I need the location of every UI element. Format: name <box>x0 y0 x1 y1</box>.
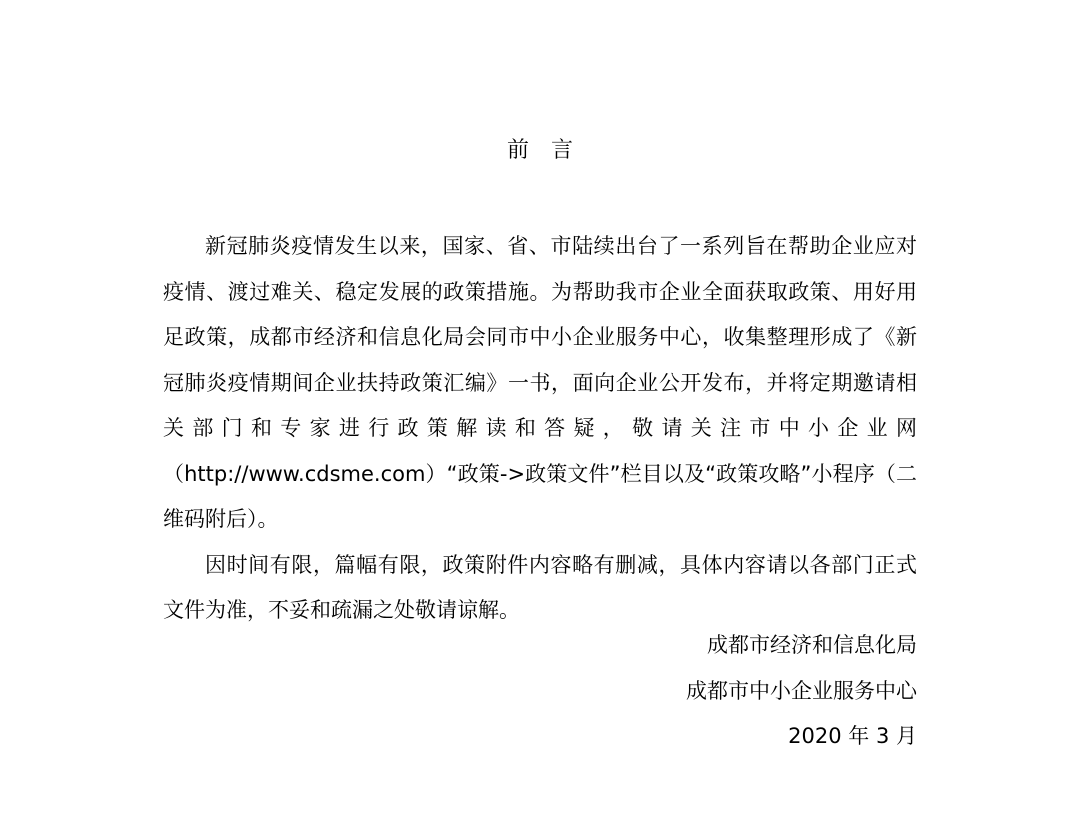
document-body <box>163 224 917 634</box>
signature-org-1: 成都市经济和信息化局 <box>707 633 917 657</box>
signature-block <box>686 623 917 760</box>
title-char-1: 前 <box>506 138 529 163</box>
page-title <box>0 134 1080 168</box>
paragraph-2: 因时间有限，篇幅有限，政策附件内容略有删减，具体内容请以各部门正式文件为准，不妥和疏漏之处敬请谅解。 <box>163 552 917 622</box>
paragraph-1: 新冠肺炎疫情发生以来，国家、省、市陆续出台了一系列旨在帮助企业应对疫情、渡过难关、稳定发展的政策措施。为帮助我市企业全面获取政策、用好用足政策，成都市经济和信息化局会同市中小企业服务中心，收集整理形成了《新冠肺炎疫情期间企业扶持政策汇编》一书，面向企业公开发布，并将定期邀请相关部门和专家进行政策解读和答疑，敬请关注市中小企业网（http://www.cdsme.com）“政策->政策文件”栏目以及“政策攻略”小程序（二维码附后）。 <box>163 234 917 531</box>
signature-date: 2020 年 3 月 <box>788 724 917 748</box>
title-char-2: 言 <box>551 138 574 163</box>
signature-org-2: 成都市中小企业服务中心 <box>686 678 917 703</box>
